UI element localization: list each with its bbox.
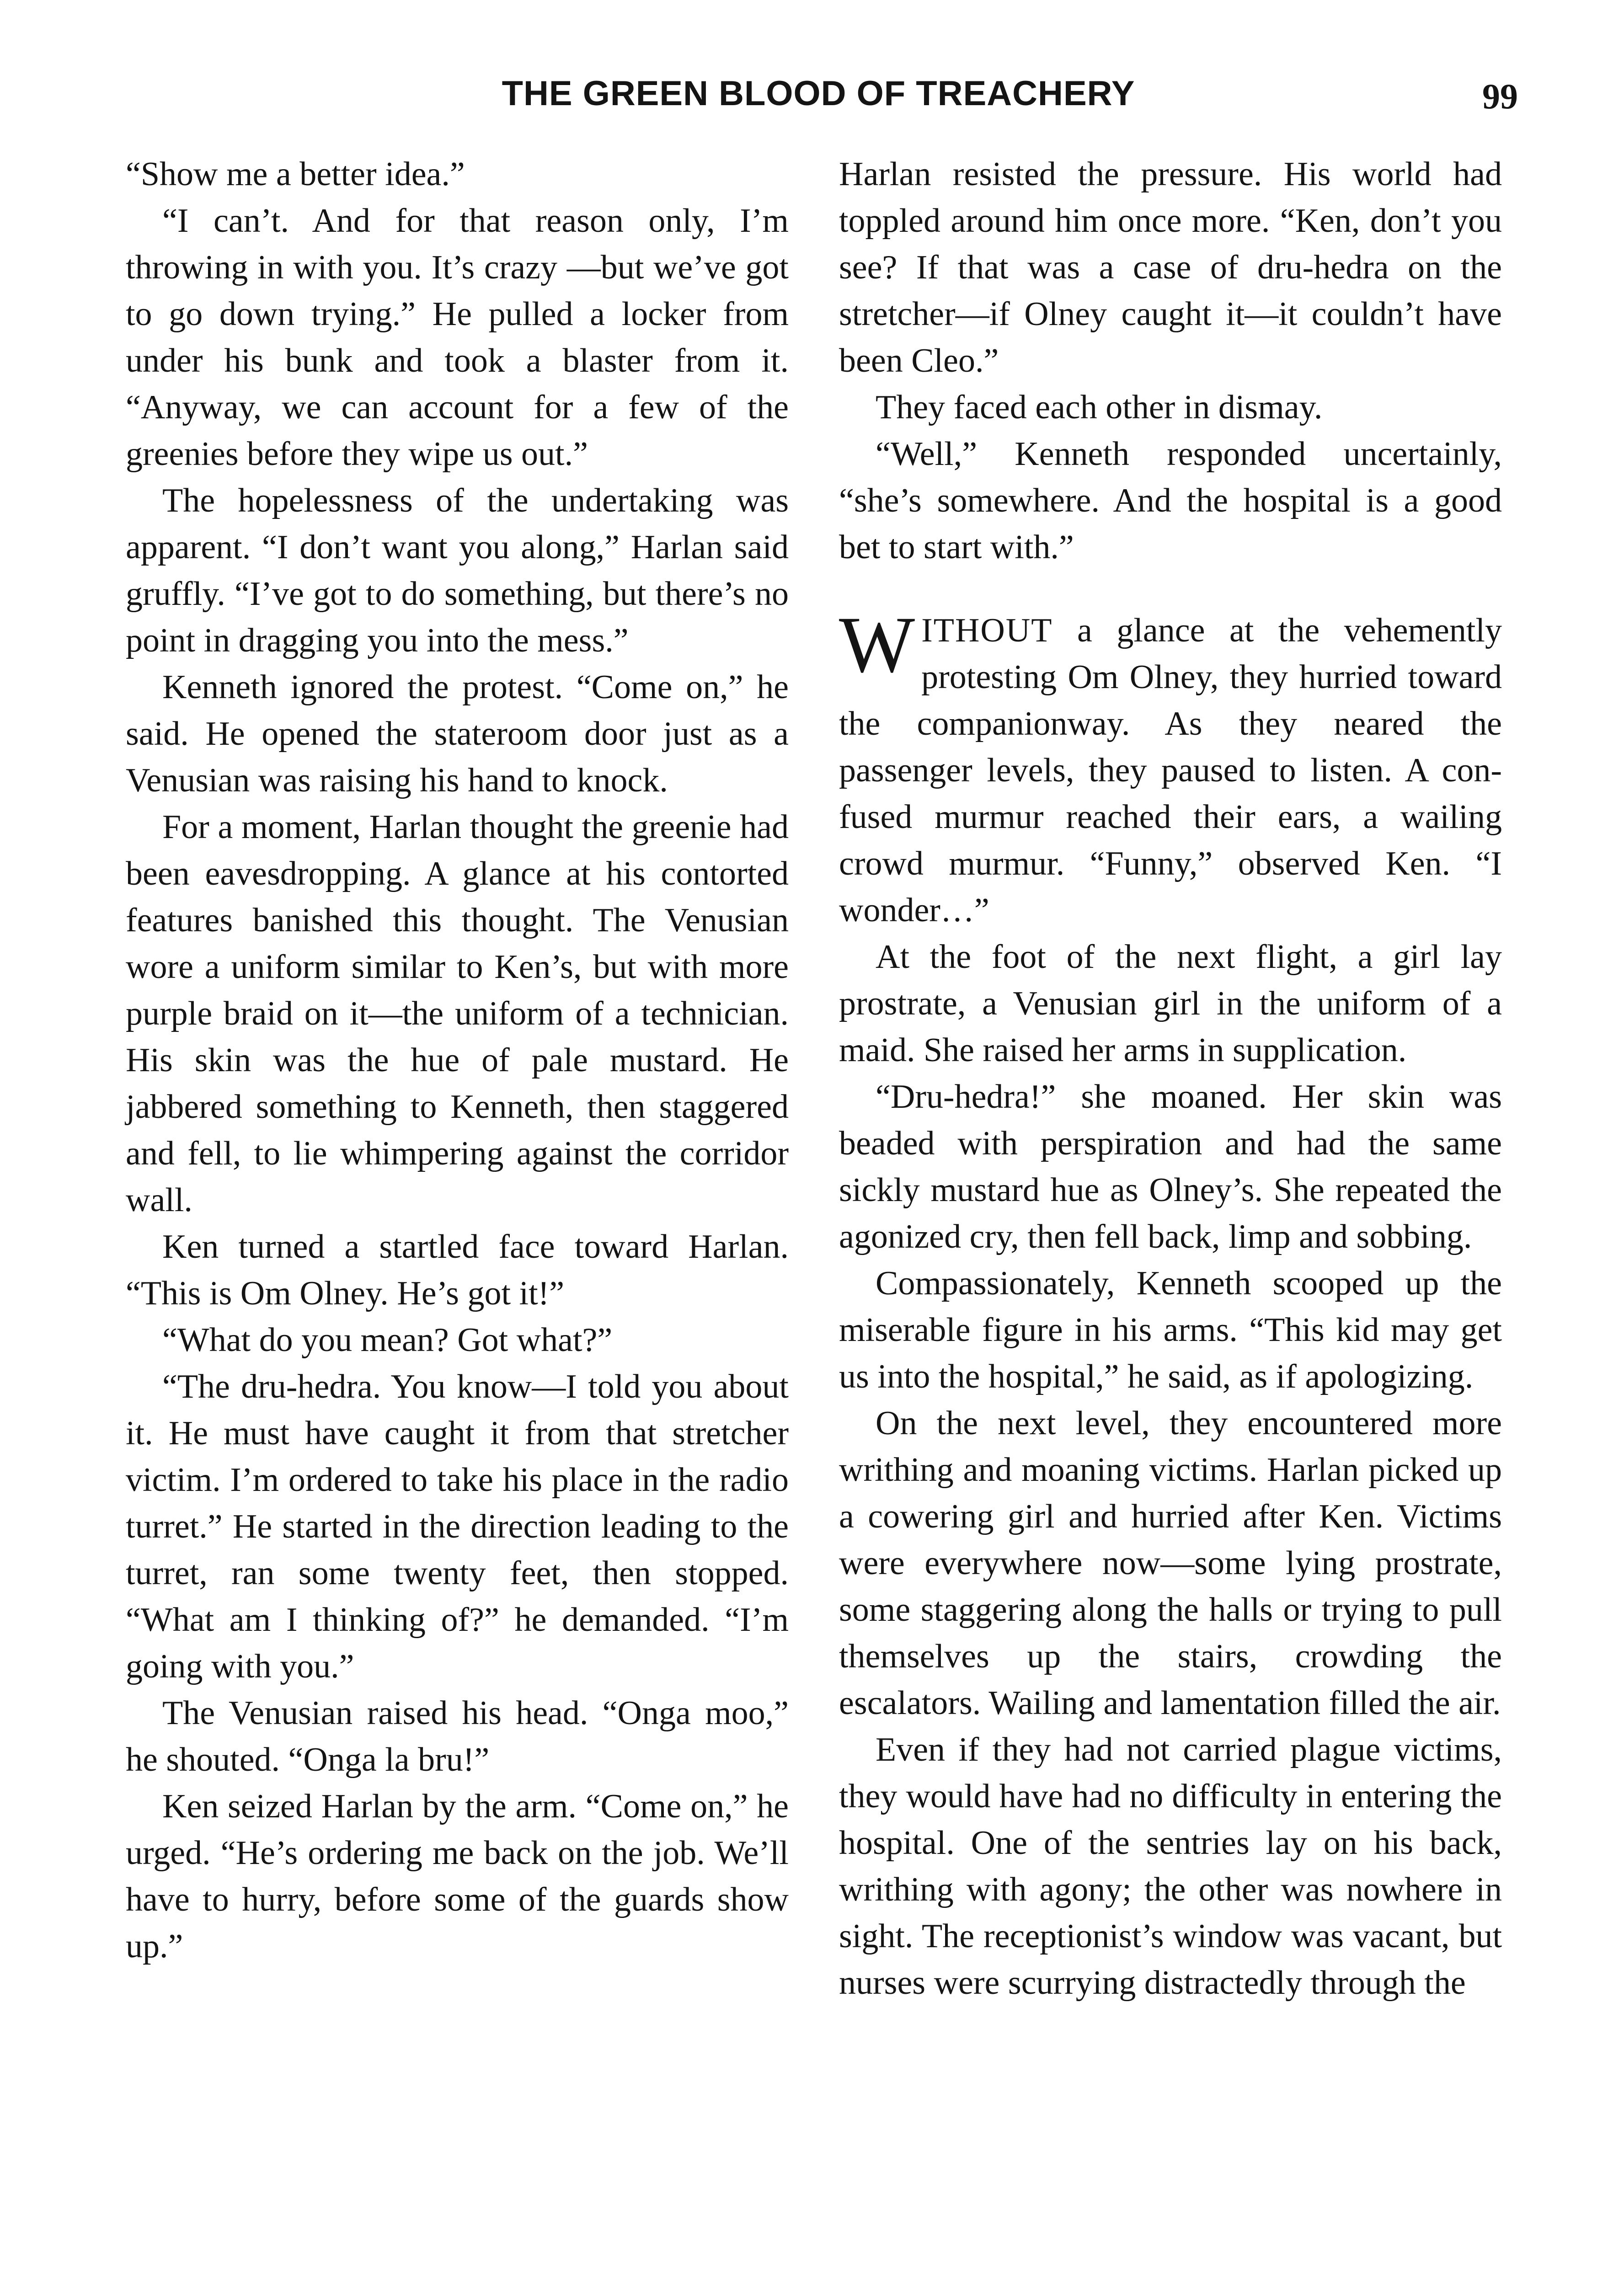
- paragraph: Ken turned a startled face toward Harlan. “This is Om Olney. He’s got it!”: [126, 1228, 789, 1312]
- paragraph: “I can’t. And for that reason only, I’m throwing in with you. It’s crazy —but we’ve got to go down trying.” He pulled a locker from under his bunk and took a blaster from it. “Anyway, we can account for a few of the greenies before they wipe us out.”: [126, 202, 789, 473]
- drop-cap: W: [839, 600, 915, 689]
- section-lead-word: ITHOUT: [921, 612, 1053, 649]
- paragraph: They faced each other in dismay.: [876, 389, 1323, 426]
- page-number: 99: [1482, 76, 1518, 116]
- paragraph: Compassionately, Kenneth scooped up the miserable figure in his arms. “This kid may get us into the hospital,” he said, as if apologizing.: [839, 1265, 1502, 1395]
- paragraph: On the next level, they encountered more writhing and moaning victims. Harlan picked up a cowering girl and hurried after Ken. Victims were everywhere now—some lying prostrate, some staggering along the halls or trying to pull themselves up the stairs, crowding the escalators. Wailing and lamentation filled the air.: [839, 1405, 1502, 1722]
- paragraph: Kenneth ignored the protest. “Come on,” he said. He opened the stateroom door just as a Venusian was raising his hand to knock.: [126, 668, 789, 799]
- section-opening-paragraph: [839, 600, 1502, 934]
- paragraph: At the foot of the next flight, a girl lay prostrate, a Venusian girl in the uniform of a maid. She raised her arms in supplication.: [839, 938, 1502, 1069]
- paragraph: “What do you mean? Got what?”: [162, 1321, 613, 1359]
- paragraph: The hopelessness of the undertaking was apparent. “I don’t want you along,” Harlan said gruffly. “I’ve got to do something, but there’s no point in dragging you into the mess.”: [126, 482, 789, 659]
- paragraph: The Venusian raised his head. “Onga moo,” he shouted. “Onga la bru!”: [126, 1694, 789, 1779]
- paragraph: “Well,” Kenneth responded uncertainly, “she’s somewhere. And the hospital is a good bet to start with.”: [839, 435, 1502, 566]
- paragraph: “Show me a better idea.”: [126, 155, 465, 193]
- paragraph: “Dru-hedra!” she moaned. Her skin was beaded with perspiration and had the same sickly mustard hue as Olney’s. She repeated the agonized cry, then fell back, limp and sobbing.: [839, 1078, 1502, 1255]
- paragraph: Even if they had not carried plague victims, they would have had no difficulty in entering the hospital. One of the sentries lay on his back, writhing with agony; the other was nowhere in sight. The receptionist’s window was vacant, but nurses were scurrying distractedly through the: [839, 1731, 1502, 2002]
- section-first-text: a glance at the vehemently protesting Om Olney, they hurried toward the companionway. As they neared the passenger levels, they paused to listen. A confused murmur reached their ears, a wailing crowd murmur. “Funny,” observed Ken. “I wonder…”: [839, 612, 1502, 929]
- paragraph: Ken seized Harlan by the arm. “Come on,” he urged. “He’s ordering me back on the job. We’ll have to hurry, before some of the guards show up.”: [126, 1788, 789, 1965]
- paragraph: Harlan resisted the pressure. His world had toppled around him once more. “Ken, don’t you see? If that was a case of dru-hedra on the stretcher—if Olney caught it—it couldn’t have been Cleo.”: [839, 155, 1502, 379]
- left-column: [126, 151, 789, 1970]
- page-header: [123, 69, 1518, 119]
- paragraph: For a moment, Harlan thought the greenie had been eavesdropping. A glance at his contorted features banished this thought. The Venusian wore a uniform similar to Ken’s, but with more purple braid on it—the uniform of a technician. His skin was the hue of pale mustard. He jabbered something to Kenneth, then staggered and fell, to lie whimpering against the corridor wall.: [126, 808, 789, 1219]
- paragraph: “The dru-hedra. You know—I told you about it. He must have caught it from that stretcher victim. I’m ordered to take his place in the radio turret.” He started in the direction leading to the turret, ran some twenty feet, then stopped. “What am I thinking of?” he demanded. “I’m going with you.”: [126, 1368, 789, 1685]
- running-title: THE GREEN BLOOD OF TREACHERY: [502, 74, 1135, 113]
- right-column: [839, 151, 1502, 2006]
